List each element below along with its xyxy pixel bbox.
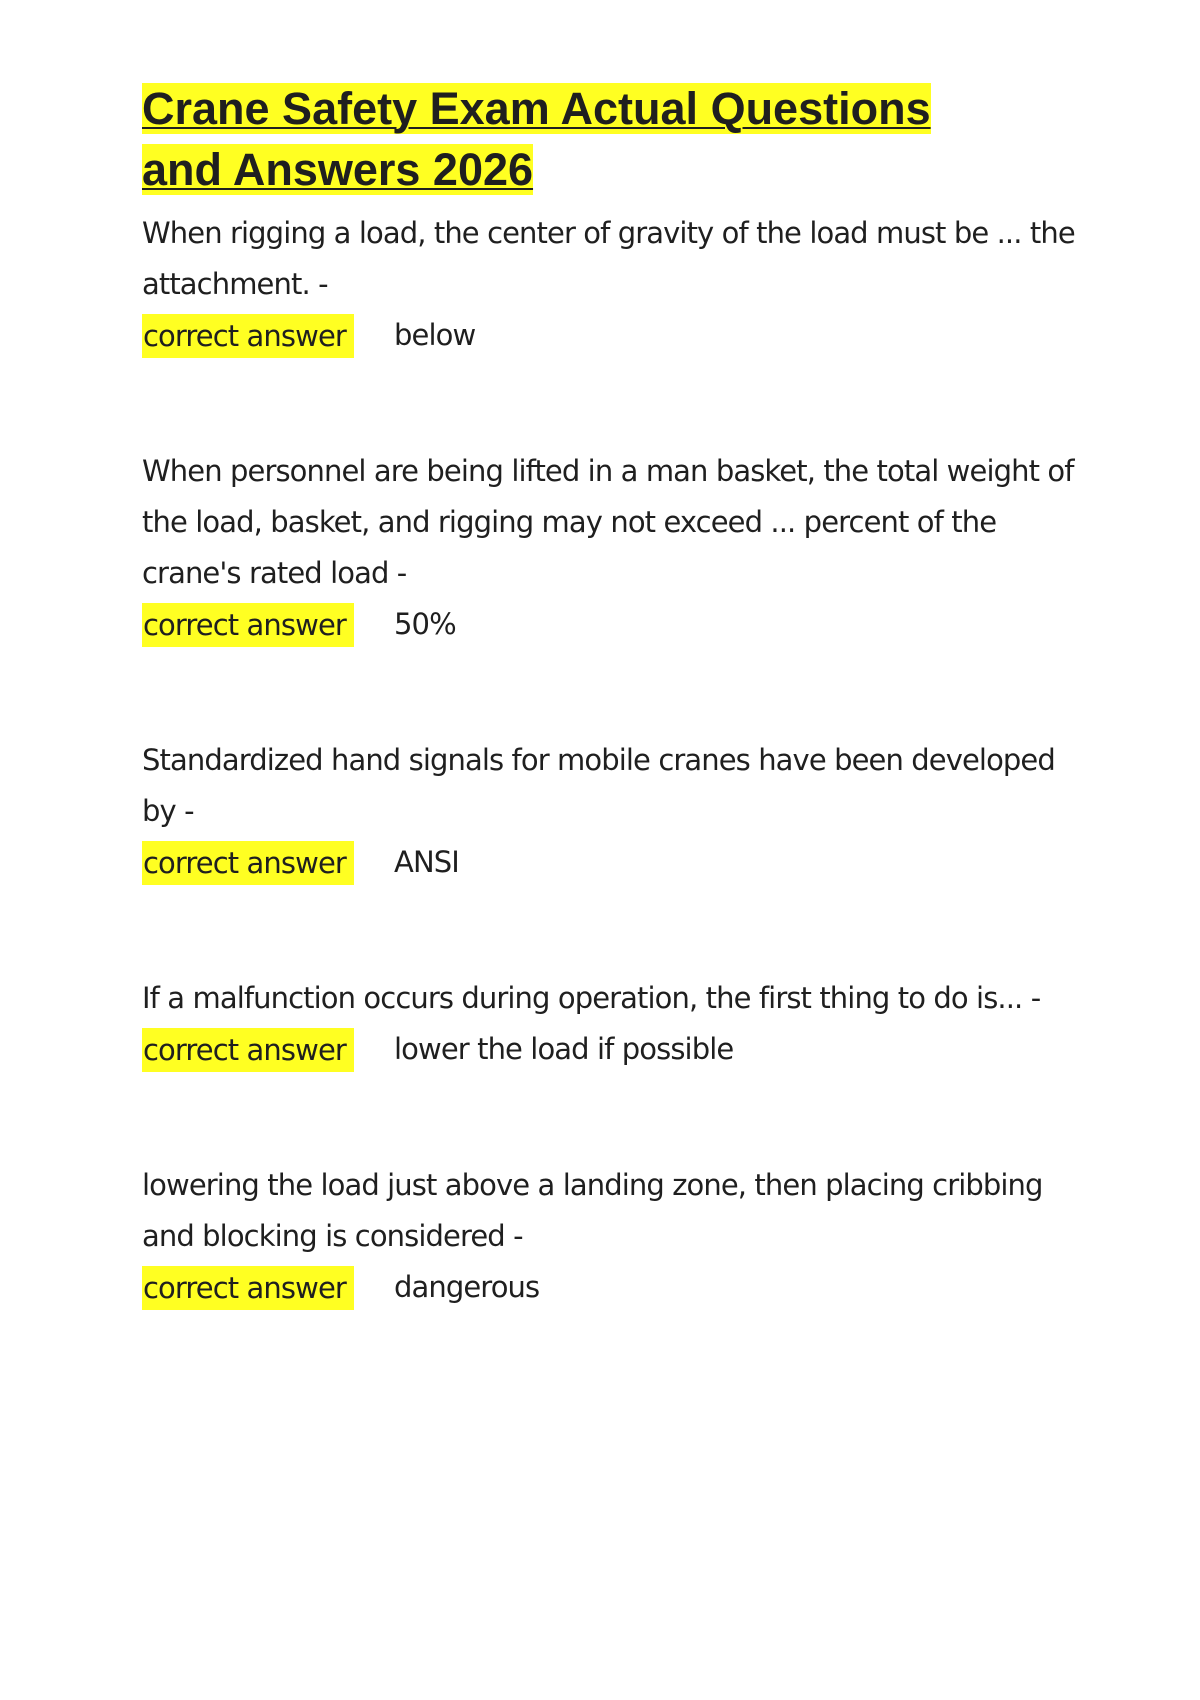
answer-line <box>142 1262 1082 1313</box>
qa-item-2 <box>142 446 1082 650</box>
document-page <box>142 78 1082 1313</box>
answer-line <box>142 599 1082 650</box>
question-text: If a malfunction occurs during operation, the first thing to do is... - <box>142 981 1041 1015</box>
question-text: When personnel are being lifted in a man basket, the total weight of the load, basket, and rigging may not exceed ... percent of the crane's rated load - <box>142 454 1074 590</box>
correct-answer-label: correct answer <box>142 1028 354 1072</box>
answer-text: ANSI <box>394 845 459 879</box>
answer-text: dangerous <box>394 1270 540 1304</box>
title-line-1: Crane Safety Exam Actual Questions <box>142 83 931 134</box>
document-title <box>142 78 1082 200</box>
correct-answer-label: correct answer <box>142 314 354 358</box>
qa-item-4 <box>142 973 1082 1075</box>
qa-item-1 <box>142 208 1082 361</box>
answer-text: 50% <box>394 607 456 641</box>
correct-answer-label: correct answer <box>142 1266 354 1310</box>
answer-line <box>142 1024 1082 1075</box>
correct-answer-label: correct answer <box>142 603 354 647</box>
answer-line <box>142 837 1082 888</box>
question-text: lowering the load just above a landing zone, then placing cribbing and blocking is considered - <box>142 1168 1043 1253</box>
answer-text: lower the load if possible <box>394 1032 734 1066</box>
question-text: When rigging a load, the center of gravity of the load must be ... the attachment. - <box>142 216 1075 301</box>
qa-item-3 <box>142 735 1082 888</box>
answer-line <box>142 310 1082 361</box>
correct-answer-label: correct answer <box>142 841 354 885</box>
answer-text: below <box>394 318 476 352</box>
title-line-2: and Answers 2026 <box>142 144 534 195</box>
question-text: Standardized hand signals for mobile cranes have been developed by - <box>142 743 1055 828</box>
qa-item-5 <box>142 1160 1082 1313</box>
